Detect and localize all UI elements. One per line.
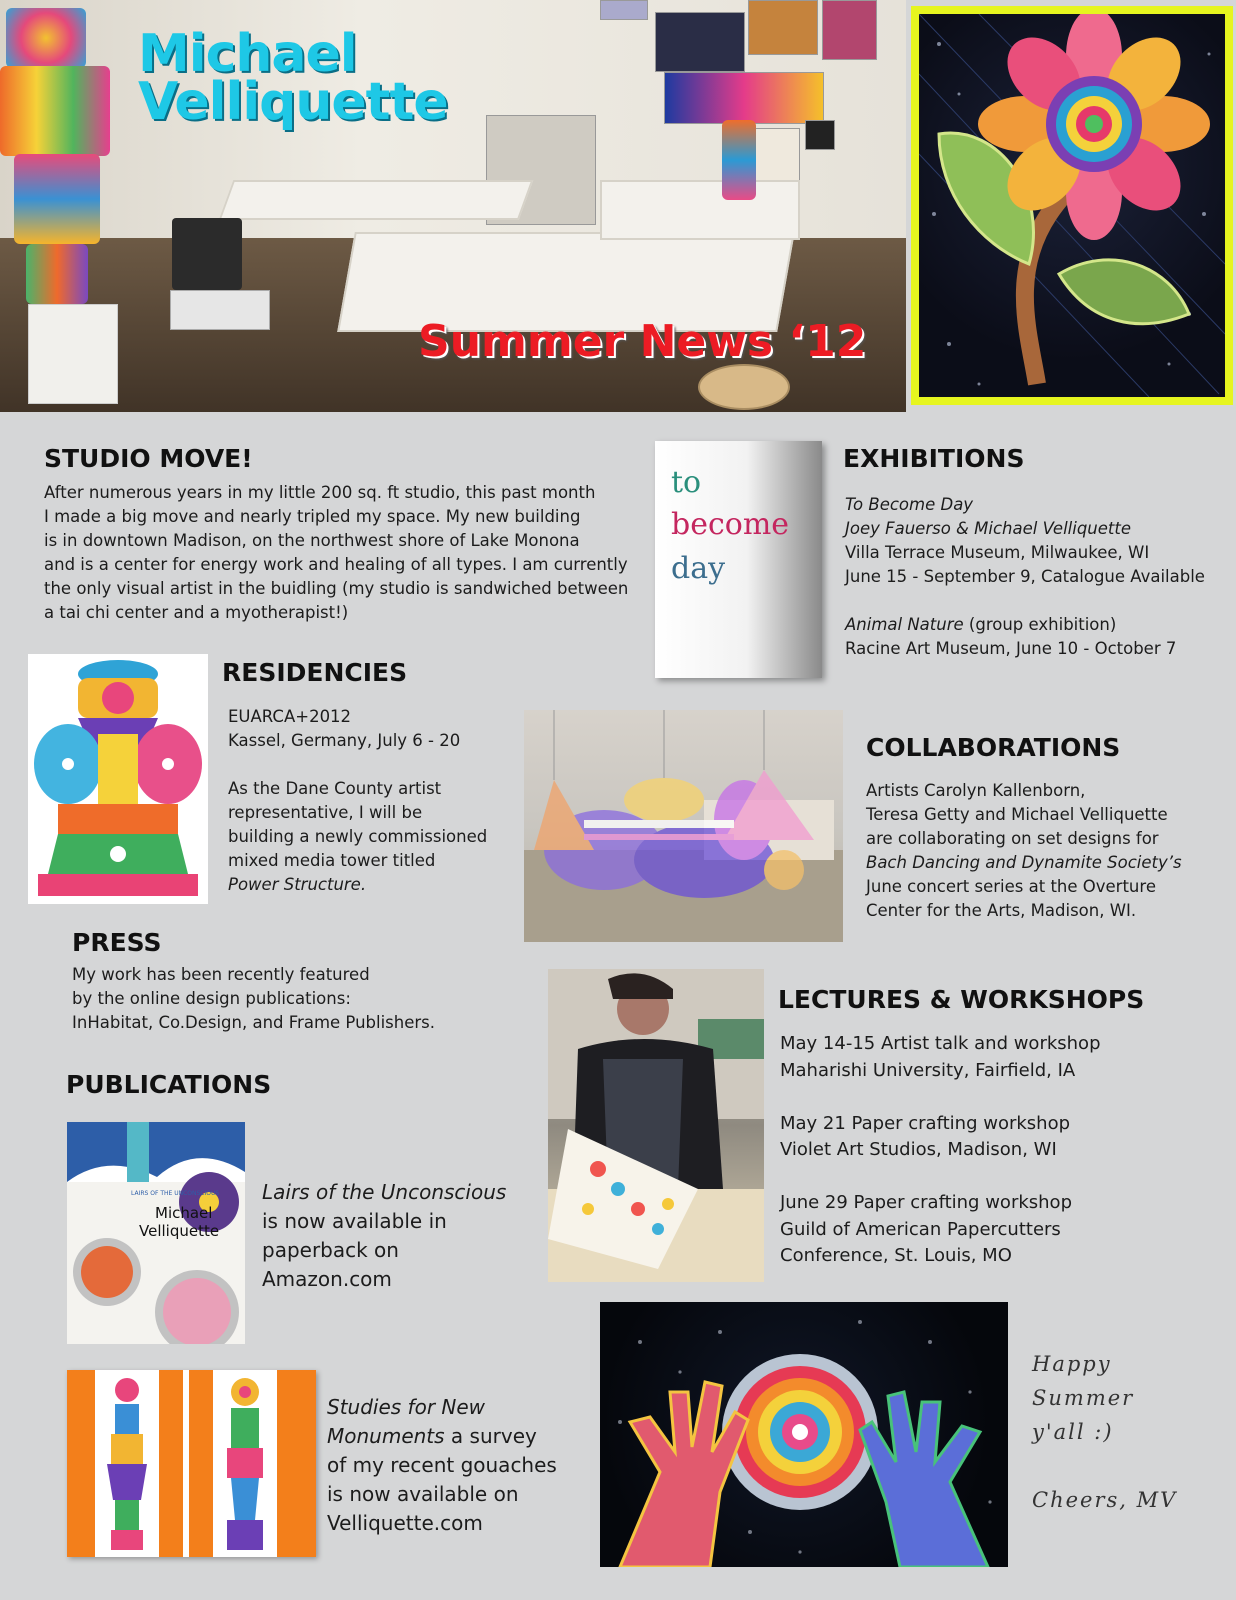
exhibition-artists: Joey Fauerso & Michael Velliquette [845, 519, 1132, 538]
workshop-photo [548, 969, 764, 1282]
artist-last-name: Velliquette [138, 72, 448, 132]
studio-move-line: is in downtown Madison, on the northwest shore of Lake Monona [44, 531, 580, 550]
lectures-heading: LECTURES & WORKSHOPS [778, 985, 1145, 1014]
flower-artwork-drawing [919, 14, 1225, 397]
book2-title: Studies for New [327, 1395, 486, 1419]
collab-line: June concert series at the Overture [866, 877, 1156, 896]
cover-author-first: Michael [155, 1204, 213, 1222]
book2-line: Velliquette.com [327, 1511, 483, 1535]
artist-name-title [138, 24, 448, 132]
residency-work-title: Power Structure. [228, 875, 367, 894]
book2-title: Monuments [327, 1424, 445, 1448]
press-line: My work has been recently featured [72, 965, 370, 984]
residency-line: As the Dane County artist [228, 779, 442, 798]
residency-program: EUARCA+2012 [228, 707, 352, 726]
residency-tower-artwork-image [28, 654, 208, 904]
lecture-line: Violet Art Studios, Madison, WI [780, 1139, 1057, 1160]
book1-text [262, 1178, 506, 1294]
studio-move-heading: STUDIO MOVE! [44, 444, 253, 473]
studio-move-line: the only visual artist in the buidling (my studio is sandwiched between [44, 579, 629, 598]
exhibition-title: Animal Nature [845, 615, 964, 634]
press-body [72, 963, 435, 1035]
book2-line: a survey [444, 1424, 537, 1448]
lecture-line: June 29 Paper crafting workshop [780, 1192, 1072, 1213]
residency-line: representative, I will be [228, 803, 423, 822]
signoff-line: y'all :) [1032, 1420, 1114, 1444]
signoff-line: Happy [1032, 1352, 1112, 1376]
lecture-line: Conference, St. Louis, MO [780, 1245, 1012, 1266]
book1-line: paperback on [262, 1238, 399, 1262]
press-heading: PRESS [72, 928, 162, 957]
signoff-line: Summer [1032, 1386, 1135, 1410]
exhibition-title: To Become Day [845, 495, 974, 514]
tower-artwork-drawing [28, 654, 208, 904]
collab-line: Teresa Getty and Michael Velliquette [866, 805, 1168, 824]
hands-artwork-image [600, 1302, 1008, 1567]
collab-organization: Bach Dancing and Dynamite Society’s [866, 853, 1182, 872]
cover-word: to [671, 465, 702, 500]
residency-line: building a newly commissioned [228, 827, 488, 846]
residency-location: Kassel, Germany, July 6 - 20 [228, 731, 461, 750]
flower-artwork-image [911, 6, 1233, 405]
header [0, 0, 1236, 412]
studies-for-new-monuments-image [67, 1370, 316, 1557]
book2-text [327, 1393, 557, 1538]
exhibition-dates: June 15 - September 9, Catalogue Available [845, 567, 1205, 586]
exhibition-venue: Racine Art Museum, June 10 - October 7 [845, 639, 1177, 658]
exhibition-venue: Villa Terrace Museum, Milwaukee, WI [845, 543, 1150, 562]
lecture-line: Maharishi University, Fairfield, IA [780, 1059, 1076, 1081]
book1-line: is now available in [262, 1209, 447, 1233]
residencies-body [228, 705, 487, 897]
workshop-drawing [548, 969, 764, 1282]
lecture-line: Guild of American Papercutters [780, 1218, 1061, 1240]
lairs-of-the-unconscious-book-cover [67, 1122, 245, 1344]
newsletter-edition-title: Summer News ‘12 [418, 316, 867, 367]
cover-word: become [671, 507, 790, 542]
cover-word: day [671, 551, 726, 586]
collaborations-heading: COLLABORATIONS [866, 733, 1121, 762]
press-line: InHabitat, Co.Design, and Frame Publishers. [72, 1013, 435, 1032]
lecture-line: May 14-15 Artist talk and workshop [780, 1033, 1101, 1054]
exhibitions-heading: EXHIBITIONS [843, 444, 1025, 473]
book1-title: Lairs of the Unconscious [262, 1180, 507, 1204]
artist-first-name: Michael [138, 24, 357, 84]
studio-photo [0, 0, 906, 412]
lectures-body [780, 1031, 1101, 1270]
studio-move-line: After numerous years in my little 200 sq. ft studio, this past month [44, 483, 596, 502]
lecture-line: May 21 Paper crafting workshop [780, 1112, 1071, 1134]
exhibitions-body [845, 493, 1205, 661]
monuments-drawing [67, 1370, 316, 1557]
cover-author-last: Velliquette [139, 1222, 220, 1240]
collab-line: Center for the Arts, Madison, WI. [866, 901, 1137, 920]
residency-line: mixed media tower titled [228, 851, 436, 870]
studio-move-line: I made a big move and nearly tripled my space. My new building [44, 507, 581, 526]
collaborations-body [866, 779, 1182, 923]
residencies-heading: RESIDENCIES [222, 658, 408, 687]
signoff-note [1032, 1347, 1177, 1517]
studio-move-body [44, 481, 628, 625]
exhibition-note: (group exhibition) [963, 615, 1117, 634]
studio-move-line: a tai chi center and a myotherapist!) [44, 603, 349, 622]
collab-line: Artists Carolyn Kallenborn, [866, 781, 1086, 800]
book2-line: is now available on [327, 1482, 519, 1506]
signoff-line: Cheers, MV [1032, 1488, 1178, 1512]
collaboration-set-design-image [524, 710, 843, 942]
hands-artwork-drawing [600, 1302, 1008, 1567]
to-become-day-catalogue-cover [655, 441, 822, 678]
book1-line: Amazon.com [262, 1267, 392, 1291]
set-design-drawing [524, 710, 843, 942]
book2-line: of my recent gouaches [327, 1453, 557, 1477]
collab-line: are collaborating on set designs for [866, 829, 1159, 848]
press-line: by the online design publications: [72, 989, 351, 1008]
cover-subtitle: LAIRS OF THE UNCONSCIOUS [131, 1190, 220, 1197]
studio-move-line: and is a center for energy work and healing of all types. I am currently [44, 555, 628, 574]
publications-heading: PUBLICATIONS [66, 1070, 272, 1099]
